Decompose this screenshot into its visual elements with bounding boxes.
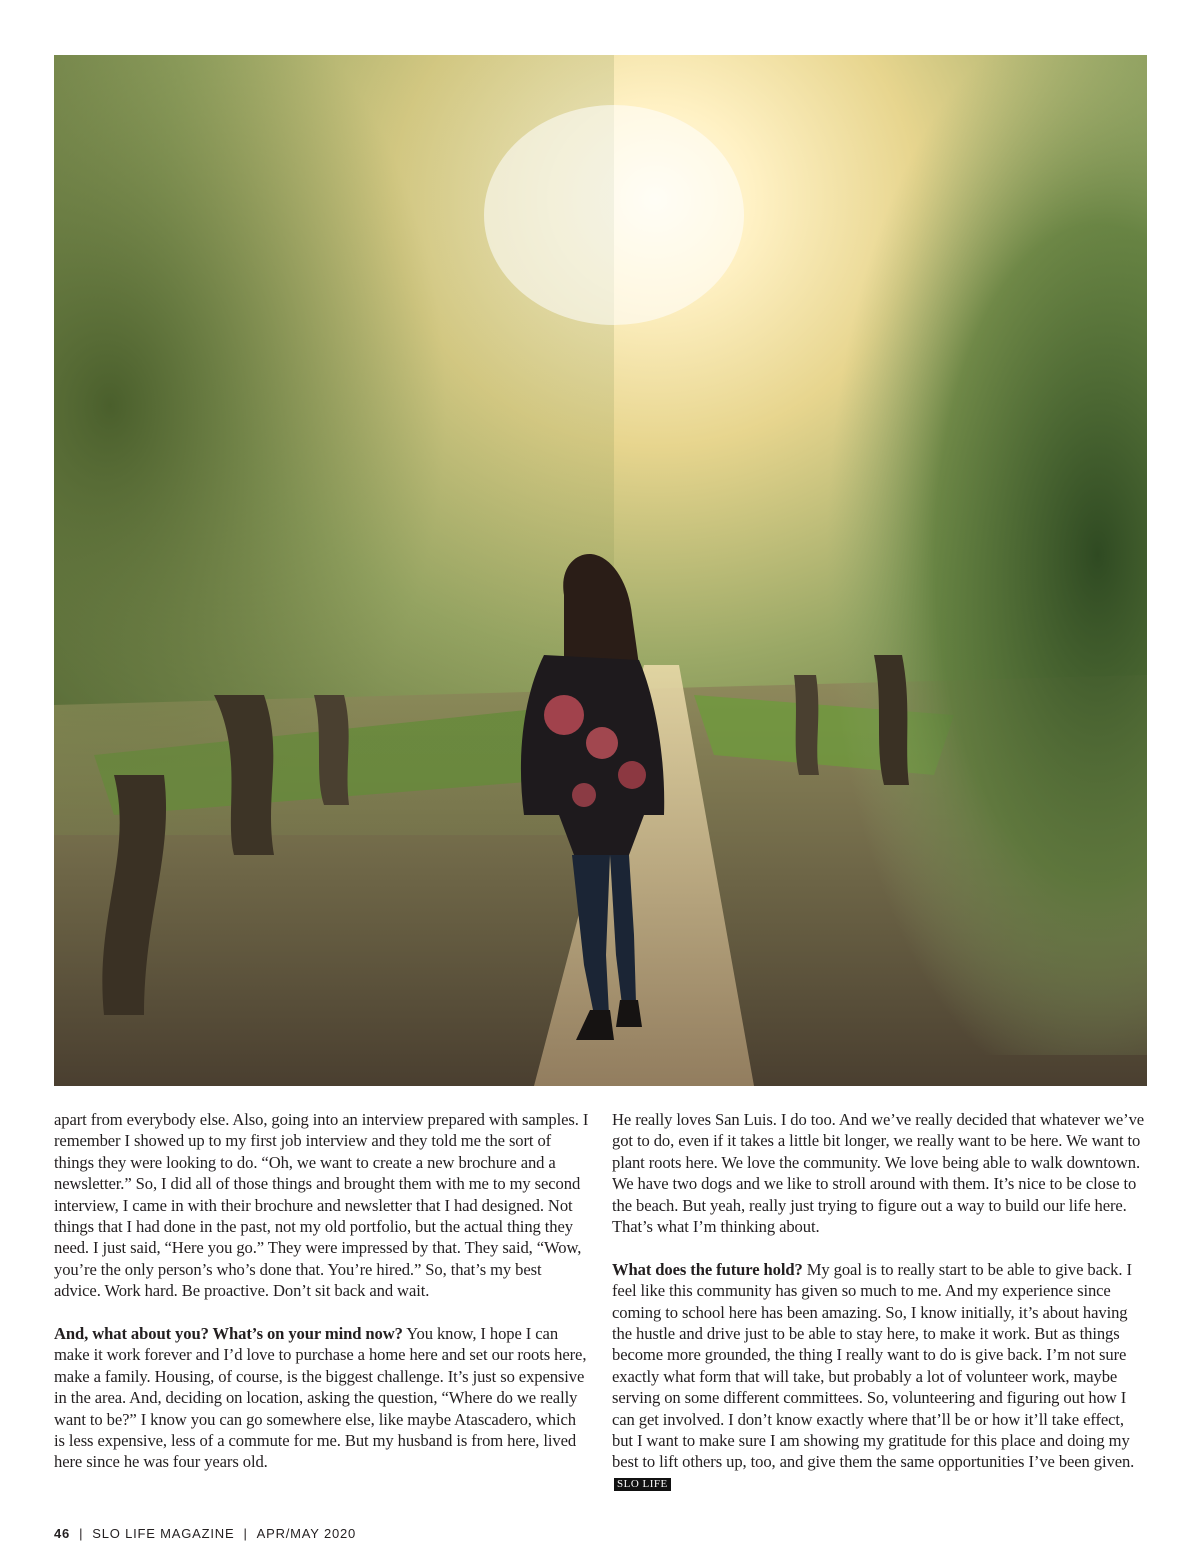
olive-grove-photo	[54, 55, 1147, 1086]
question-heading: What does the future hold?	[612, 1259, 803, 1279]
right-paragraph-2	[612, 1259, 1148, 1494]
article-left-column	[54, 1109, 590, 1473]
issue-date: APR/MAY 2020	[256, 1526, 357, 1541]
left-paragraph-2	[54, 1323, 590, 1473]
end-mark-logo: SLO LIFE	[614, 1478, 671, 1491]
article-right-column	[612, 1109, 1148, 1494]
answer-text: My goal is to really start to be able to give back. I feel like this community has given so much to me. And my experience since coming to school here has been amazing. So, I know initially, it’s about having the hustle and drive just to be able to stay here, to make it work. But as things become more grounded, the thing I really want to do is give back. I’m not sure exactly what form that will take, but probably a lot of volunteer work, maybe serving on some different committees. So, volunteering and figuring out how I can get involved. I don’t know exactly where that’ll be or how it’ll take effect, but I want to make sure I am showing my gratitude for this place and doing my best to lift others up, too, and give them the same opportunities I’ve been given.	[612, 1259, 1135, 1472]
footer-separator: |	[243, 1526, 248, 1541]
page-footer	[54, 1526, 356, 1541]
olive-grove-photo-illustration	[54, 55, 1147, 1086]
right-paragraph-1: He really loves San Luis. I do too. And we’ve really decided that whatever we’ve got to do, even if it takes a little bit longer, we really want to be here. We want to plant roots here. We love the community. We love being able to walk downtown. We have two dogs and we like to stroll around with them. It’s nice to be close to the beach. But yeah, really just trying to figure out a way to build our life here. That’s what I’m thinking about.	[612, 1110, 1145, 1237]
footer-separator: |	[79, 1526, 84, 1541]
page-number: 46	[54, 1526, 71, 1541]
question-heading: And, what about you? What’s on your mind now?	[54, 1324, 403, 1344]
left-paragraph-1: apart from everybody else. Also, going into an interview prepared with samples. I remember I showed up to my first job interview and they told me the sort of things they were looking to do. “Oh, we want to create a new brochure and a newsletter.” So, I did all of those things and brought them with me to my second interview, I came in with their brochure and newsletter that I had designed. Not things that I had done in the past, not my old portfolio, but the actual thing they need. I just said, “Here you go.” They were impressed by that. They said, “Wow, you’re the only person’s who’s done that. You’re hired.” So, that’s my best advice. Work hard. Be proactive. Don’t sit back and wait.	[54, 1110, 589, 1301]
answer-text: You know, I hope I can make it work forever and I’d love to purchase a home here and set our roots here, make a family. Housing, of course, is the biggest challenge. It’s just so expensive in the area. And, deciding on location, asking the question, “Where do we really want to be?” I know you can go somewhere else, like maybe Atascadero, which is less expensive, less of a commute for me. But my husband is from here, lived here since he was four years old.	[54, 1324, 587, 1472]
magazine-name: SLO LIFE MAGAZINE	[92, 1526, 235, 1541]
